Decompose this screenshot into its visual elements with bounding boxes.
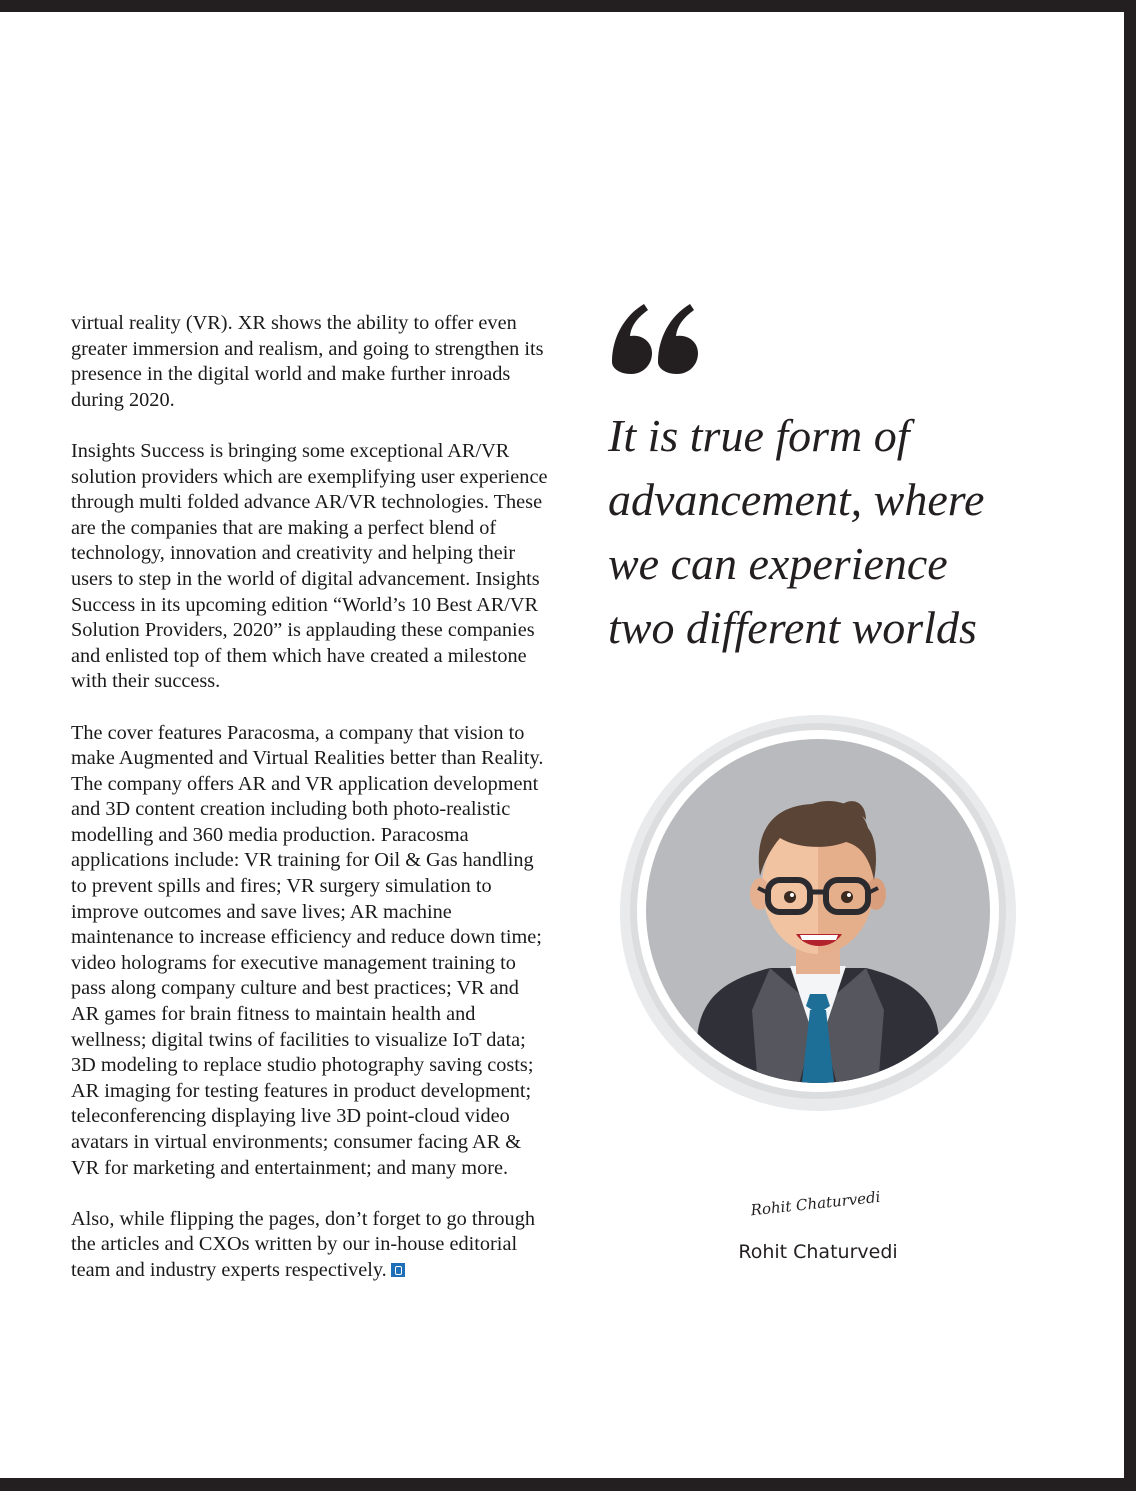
pull-quote-line: advancement, where [608, 474, 985, 525]
pull-quote-line: It is true form of [608, 410, 910, 461]
signature-image [746, 1180, 896, 1220]
end-of-article-icon [391, 1263, 405, 1277]
pull-quote [608, 404, 1088, 660]
article-paragraph: The cover features Paracosma, a company that vision to make Augmented and Virtual Realities better than Reality. The company offers AR and VR application development and 3D content creation including both photo-realistic modelling and 360 media production. Paracosma applications include: VR training for Oil & Gas handling to prevent spills and fires; VR surgery simulation to improve outcomes and save lives; AR machine maintenance to increase efficiency and reduce down time; video holograms for executive management training to pass along company culture and best practices; VR and AR games for brain fitness to maintain health and wellness; digital twins of facilities to visualize IoT data; 3D modeling to replace studio photography saving costs; AR imaging for testing features in product development; teleconferencing displaying live 3D point-cloud video avatars in virtual environments; consumer facing AR & VR for marketing and entertainment; and many more. [71, 721, 544, 1179]
svg-text:Rohit Chaturvedi: Rohit Chaturvedi [749, 1187, 882, 1220]
open-quote-icon [604, 290, 704, 380]
article-body [71, 311, 551, 1309]
businessman-avatar-icon [620, 710, 1016, 1112]
article-paragraph-final [71, 1207, 551, 1284]
magazine-page [0, 12, 1124, 1478]
article-paragraph: Insights Success is bringing some exceptional AR/VR solution providers which are exemplifying user experience through multi folded advance AR/VR technologies. These are the companies that are making a perfect blend of technology, innovation and creativity and helping their users to step in the world of digital advancement. Insights Success in its upcoming edition “World’s 10 Best AR/VR Solution Providers, 2020” is applauding these companies and enlisted top of them which have created a milestone with their success. [71, 439, 548, 693]
article-paragraph: virtual reality (VR). XR shows the ability to offer even greater immersion and realism, and going to strengthen its presence in the digital world and make further inroads during 2020. [71, 312, 544, 411]
pull-quote-line: two different worlds [608, 602, 977, 653]
article-paragraph-text: Also, while flipping the pages, don’t forget to go through the articles and CXOs written by our in-house editorial team and industry experts respectively. [71, 1207, 535, 1281]
author-name: Rohit Chaturvedi [738, 1241, 898, 1263]
pull-quote-line: we can experience [608, 538, 948, 589]
